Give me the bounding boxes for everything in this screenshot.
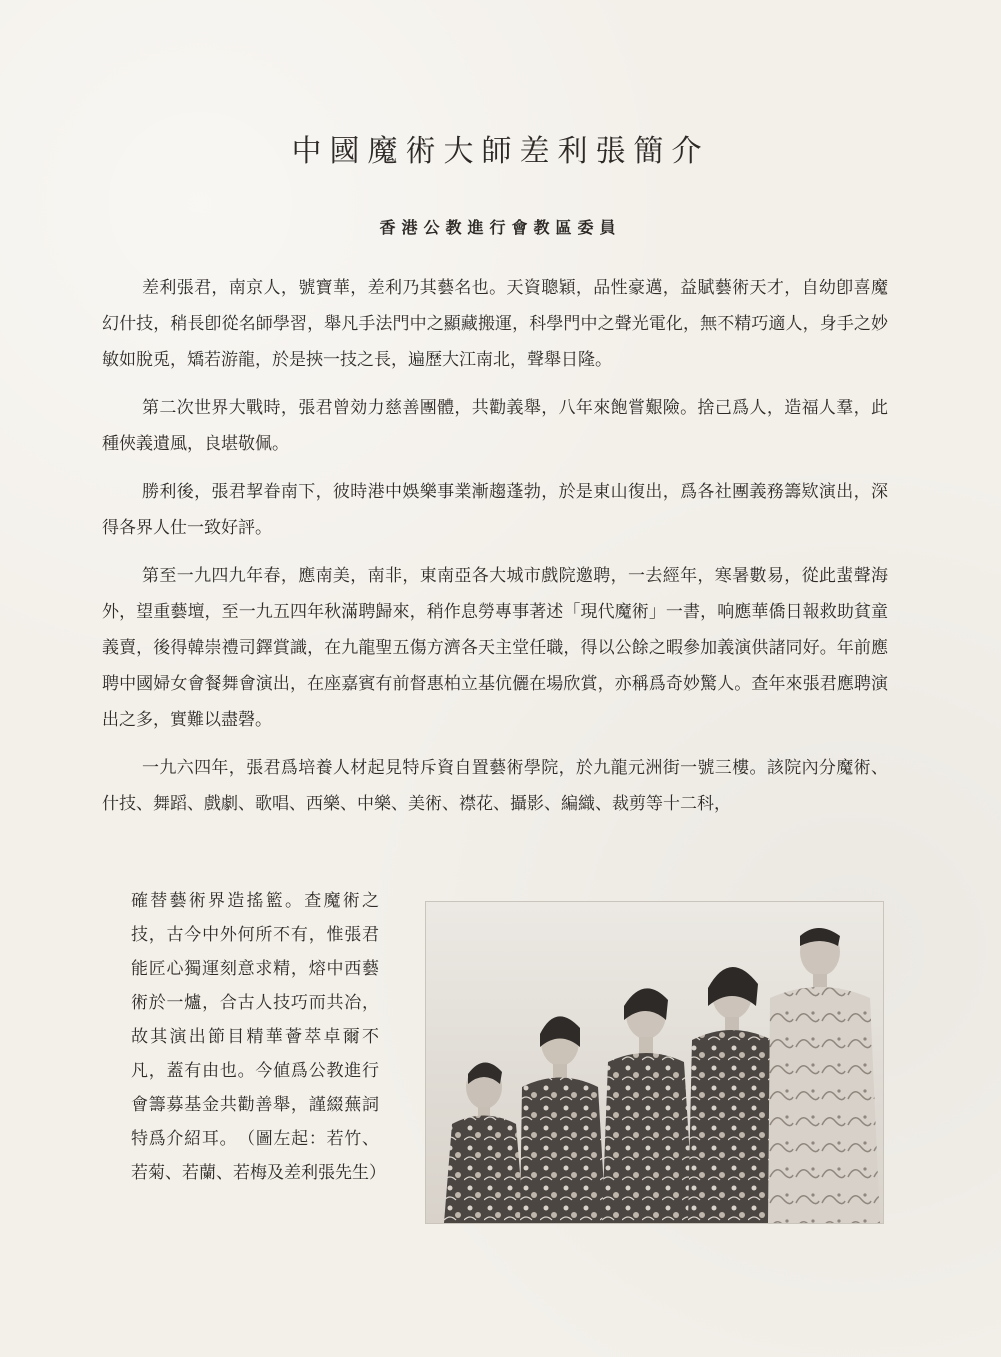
page-subtitle: 香港公教進行會教區委員 [379, 218, 622, 237]
caption-text: 確替藝術界造搖籃。查魔術之技，古今中外何所不有，惟張君能匠心獨運刻意求精，熔中西藝術於一爐，合古人技巧而共冶，故其演出節目精華薈萃卓爾不凡，蓋有由也。今値爲公教進行會籌募基金共勸善舉，謹綴蕪詞特爲介紹耳。 （圖左起：若竹、若菊、若蘭、若梅及差利張先生） [131, 891, 386, 1183]
group-photo [425, 901, 884, 1224]
photo-caption-column [131, 884, 386, 1190]
paragraph-4: 第至一九四九年春，應南美，南非，東南亞各大城市戲院邀聘，一去經年，寒暑數易，從此蜚聲海外，望重藝壇，至一九五四年秋滿聘歸來，稍作息勞專事著述「現代魔術」一書，响應華僑日報救助貧童義賣，後得韓崇禮司鐸賞識，在九龍聖五傷方濟各天主堂任職，得以公餘之暇參加義演供諸同好。年前應聘中國婦女會餐舞會演出，在座嘉賓有前督惠柏立基伉儷在場欣賞，亦稱爲奇妙驚人。查年來張君應聘演出之多，實難以盡磬。 [102, 566, 888, 730]
paragraph-5: 一九六四年，張君爲培養人材起見特斥資自置藝術學院，於九龍元洲街一號三樓。該院內分魔術、什技、舞蹈、戲劇、歌唱、西樂、中樂、美術、襟花、攝影、編織、裁剪等十二科， [102, 758, 888, 814]
page-title: 中國魔術大師差利張簡介 [291, 134, 710, 169]
paragraph-3: 勝利後，張君挈眷南下，彼時港中娛樂事業漸趨蓬勃，於是東山復出，爲各社團義務籌欵演出，深得各界人仕一致好評。 [102, 482, 888, 538]
article-body [102, 270, 888, 822]
paragraph-2: 第二次世界大戰時，張君曾効力慈善團體，共勸義舉，八年來飽嘗艱險。捨己爲人，造福人羣，此種俠義遺風，良堪敬佩。 [102, 398, 888, 454]
paragraph-1: 差利張君，南京人，號寶華，差利乃其藝名也。天資聰穎，品性豪邁，益賦藝術天才，自幼卽喜魔幻什技，稍長卽從名師學習，舉凡手法門中之顯藏搬運，科學門中之聲光電化，無不精巧適人，身手之妙敏如脫兎，矯若游龍，於是挾一技之長，遍歷大江南北，聲舉日隆。 [102, 278, 888, 370]
